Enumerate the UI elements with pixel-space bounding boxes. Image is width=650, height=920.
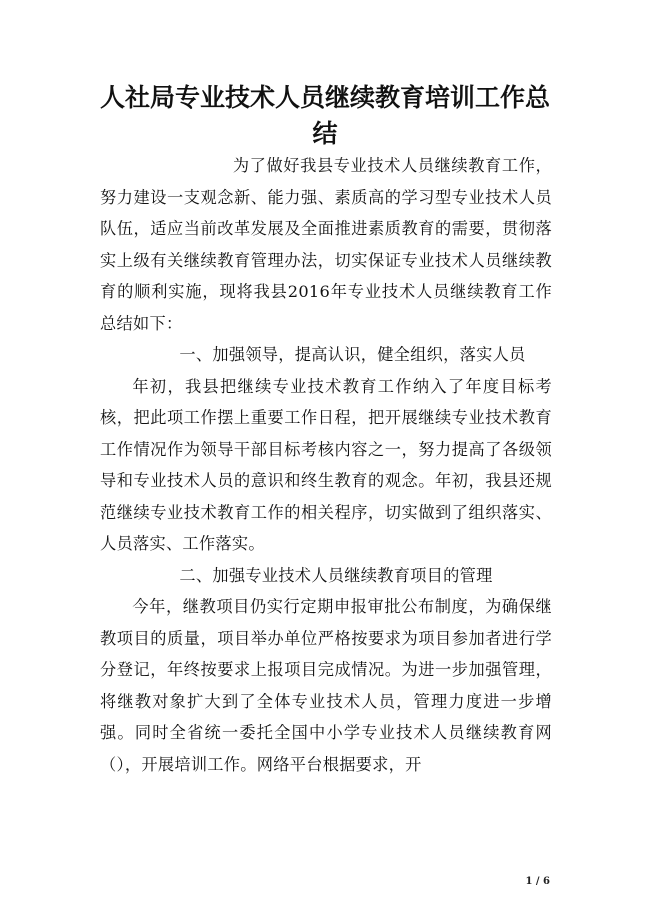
page-number: 1 / 6: [525, 876, 550, 887]
section-2-paragraph: 今年，继教项目仍实行定期申报审批公布制度，为确保继教项目的质量，项目举办单位严格按要求为项目参加者进行学分登记，年终按要求上报项目完成情况。为进一步加强管理，将继教对象扩大到了全体专业技术人员，管理力度进一步增强。同时全省统一委托全国中小学专业技术人员继续教育网（），开展培训工作。网络平台根据要求，开: [100, 597, 552, 774]
section-1-paragraph: 年初，我县把继续专业技术教育工作纳入了年度目标考核，把此项工作摆上重要工作日程，把开展继续专业技术教育工作情况作为领导干部目标考核内容之一，努力提高了各级领导和专业技术人员的意识和终生教育的观念。年初，我县还规范继续专业技术教育工作的相关程序，切实做到了组织落实、人员落实、工作落实。: [100, 376, 552, 553]
section-heading-1: 一、加强领导，提高认识，健全组织，落实人员: [179, 345, 526, 364]
intro-paragraph: 为了做好我县专业技术人员继续教育工作，努力建设一支观念新、能力强、素质高的学习型专业技术人员队伍，适应当前改革发展及全面推进素质教育的需要，贯彻落实上级有关继续教育管理办法，切实保证专业技术人员继续教育的顺利实施，现将我县2016年专业技术人员继续教育工作总结如下：: [100, 156, 552, 333]
section-heading-2: 二、加强专业技术人员继续教育项目的管理: [179, 565, 493, 585]
document-title: 人社局专业技术人员继续教育培训工作总结: [99, 83, 550, 148]
document-body: [100, 150, 552, 780]
